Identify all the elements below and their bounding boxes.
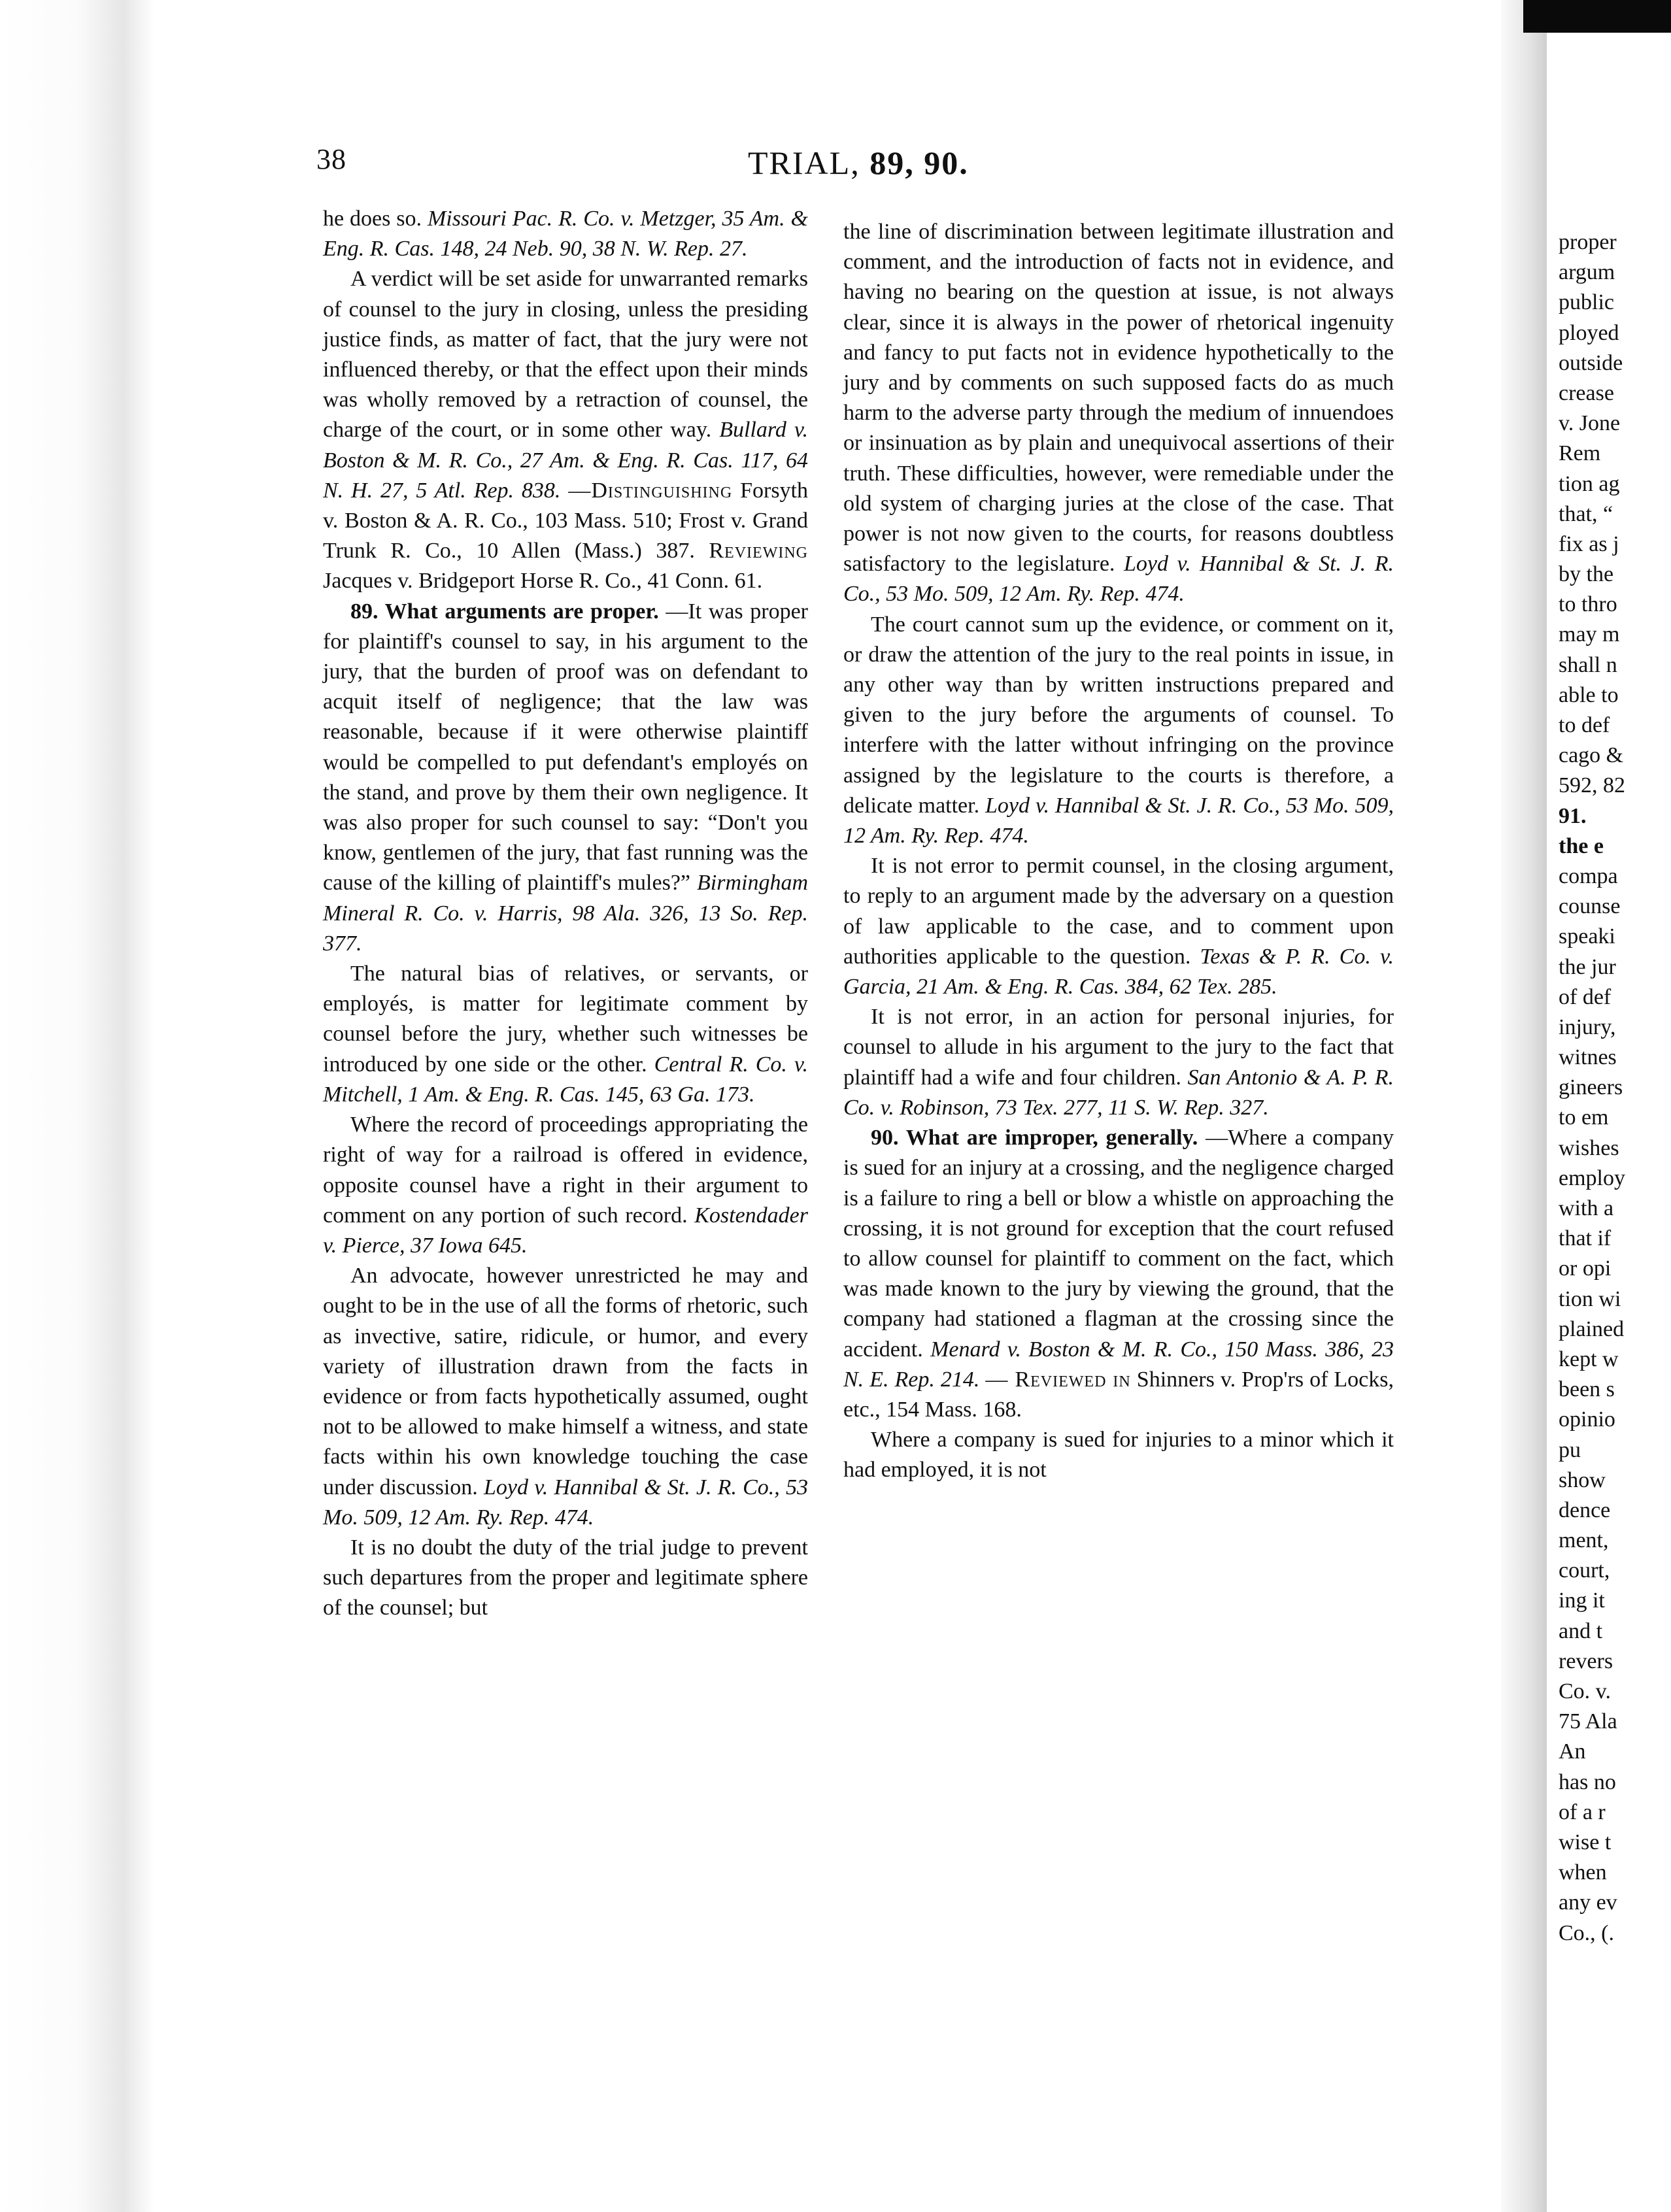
reviewed-label: — Reviewed in (985, 1367, 1131, 1392)
citation: Missouri Pac. R. Co. v. Metzger, 35 Am. & Eng. R. Cas. 148, 24 Neb. 90, 38 N. W. Rep. 27. (323, 207, 808, 261)
citation: Texas & P. R. Co. v. Garcia, 21 Am. & Eng. R. Cas. 384, 62 Tex. 285. (843, 944, 1394, 999)
fragment-line: to thro (1559, 592, 1617, 617)
fragment-line: gineers (1559, 1075, 1623, 1100)
fragment-line: speaki (1559, 924, 1615, 949)
paragraph: An advocate, however unrestricted he may and ought to be in the use of all the forms of rhetoric, such as invective, satire, ridicule, or humor, and every variety of illustration drawn from the facts in evidence or from facts hypothetically assumed, ought not to be allowed to make himself a witness, and state facts within his own knowledge touching the case under discussion. Loyd v. Hannibal & St. J. R. Co., 53 Mo. 509, 12 Am. Ry. Rep. 474. (323, 1264, 809, 1530)
running-head (748, 144, 969, 182)
citation: Central R. Co. v. Mitchell, 1 Am. & Eng. R. Cas. 145, 63 Ga. 173. (323, 1052, 808, 1107)
running-head-sections: 89, 90. (869, 144, 969, 181)
paragraph: the line of discrimination between legitimate illustration and comment, and the introduction of facts not in evidence, and having no bearing on the question at issue, is not always clear, since it is always in the power of rhetorical ingenuity and fancy to put facts not in evidence hypothetically to the jury and by comments on such supposed facts do as much harm to the adverse party through the medium of innuendoes or insinuation as by plain and unequivocal assertions of their truth. These difficulties, however, were remediable under the old system of charging juries at the close of the case. That power is not now given to the courts, for reasons doubtless satisfactory to the legislature. Loyd v. Hannibal & St. J. R. Co., 53 Mo. 509, 12 Am. Ry. Rep. 474. (843, 220, 1394, 607)
citation: Menard v. Boston & M. R. Co., 150 Mass. 386, 23 N. E. Rep. 214. (843, 1337, 1394, 1392)
fragment-line: wise t (1559, 1830, 1612, 1854)
fragment-line: able to (1559, 682, 1619, 707)
fragment-line: that, “ (1559, 501, 1613, 526)
fragment-line: outside (1559, 350, 1623, 375)
fragment-line: has no (1559, 1769, 1616, 1794)
paragraph: Where a company is sued for injuries to a minor which it had employed, it is not (843, 1428, 1394, 1483)
fragment-line: ment, (1559, 1528, 1609, 1553)
fragment-line: fix as j (1559, 531, 1619, 556)
fragment-line: tion wi (1559, 1286, 1621, 1311)
fragment-line: employ (1559, 1165, 1625, 1190)
fragment-line: when (1559, 1860, 1607, 1885)
fragment-line: injury, (1559, 1014, 1616, 1039)
paragraph: It is not error to permit counsel, in the closing argument, to reply to an argument made by the adversary on a question of law applicable to the case, and to comment upon authorities applicable to the question. Texas & P. R. Co. v. Garcia, 21 Am. & Eng. R. Cas. 384, 62 Tex. 285. (843, 854, 1394, 999)
fragment-line: Co., (. (1559, 1920, 1614, 1945)
fragment-line: and t (1559, 1618, 1603, 1643)
facing-page-cropped-column (1559, 227, 1671, 1949)
fragment-line: shall n (1559, 652, 1617, 677)
fragment-line: tion ag (1559, 471, 1620, 496)
fragment-line: by the (1559, 562, 1614, 587)
paragraph: The court cannot sum up the evidence, or comment on it, or draw the attention of the jury to the real points in issue, in any other way than by written instructions prepared and given to the jury before the arguments of counsel. To interfere with the latter without infringing on the province assigned by the legislature to the courts is therefore, a delicate matter. Loyd v. Hannibal & St. J. R. Co., 53 Mo. 509, 12 Am. Ry. Rep. 474. (843, 612, 1394, 848)
distinguishing-label: —Distinguishing (568, 478, 733, 503)
fragment-line: witnes (1559, 1045, 1617, 1070)
fragment-line: ing it (1559, 1588, 1605, 1613)
fragment-line: wishes (1559, 1135, 1619, 1160)
fragment-line: with a (1559, 1196, 1614, 1220)
paragraph: It is not error, in an action for personal injuries, for counsel to allude in his argument to the jury to the fact that plaintiff had a wife and four children. San Antonio & A. P. R. Co. v. Robinson, 73 Tex. 277, 11 S. W. Rep. 327. (843, 1005, 1394, 1120)
fragment-line: crease (1559, 380, 1614, 405)
middle-column (843, 217, 1394, 1486)
fragment-line: revers (1559, 1649, 1613, 1673)
running-head-title: TRIAL, (748, 144, 860, 181)
book-gutter-shadow (1501, 0, 1547, 2212)
fragment-line: court, (1559, 1558, 1610, 1583)
citation: Bullard v. Boston & M. R. Co., 27 Am. & Eng. R. Cas. 117, 64 N. H. 27, 5 Atl. Rep. 838. (323, 418, 808, 503)
citation: Loyd v. Hannibal & St. J. R. Co., 53 Mo. 509, 12 Am. Ry. Rep. 474. (843, 793, 1394, 848)
fragment-line: proper (1559, 230, 1617, 254)
fragment-line: been s (1559, 1377, 1615, 1402)
page-number: 38 (316, 143, 346, 175)
fragment-line: counse (1559, 894, 1621, 919)
fragment-line: any ev (1559, 1890, 1617, 1915)
fragment-line: cago & (1559, 743, 1624, 768)
left-column (323, 204, 808, 1624)
fragment-line: ployed (1559, 320, 1619, 345)
fragment-line: plained (1559, 1316, 1625, 1341)
citation: Birmingham Mineral R. Co. v. Harris, 98 Ala. 326, 13 So. Rep. 377. (323, 871, 808, 956)
scan-border (1523, 0, 1671, 33)
citation: Loyd v. Hannibal & St. J. R. Co., 53 Mo. 509, 12 Am. Ry. Rep. 474. (843, 552, 1394, 607)
fragment-line: compa (1559, 863, 1618, 888)
fragment-line: kept w (1559, 1347, 1619, 1371)
paragraph: A verdict will be set aside for unwarranted remarks of counsel to the jury in closing, unless the presiding justice finds, as matter of fact, that the jury were not influenced thereby, or that the effect upon their minds was wholly removed by a retraction of counsel, the charge of the court, or in some other way. Bullard v. Boston & M. R. Co., 27 Am. & Eng. R. Cas. 117, 64 N. H. 27, 5 Atl. Rep. 838. —Distinguishing Forsyth v. Boston & A. R. Co., 103 Mass. 510; Frost v. Grand Trunk R. Co., 10 Allen (Mass.) 387. Reviewing Jacques v. Bridgeport Horse R. Co., 41 Conn. 61. (323, 267, 809, 594)
fragment-line: opinio (1559, 1407, 1615, 1432)
fragment-line: argum (1559, 260, 1615, 285)
section-heading: 89. What arguments are proper. (350, 599, 659, 624)
section-90: 90. What are improper, generally. —Where a company is sued for an injury at a crossing, and the negligence charged is a failure to ring a bell or blow a whistle on approaching the crossing, it is not ground for exception that the court refused to allow counsel for plaintiff to comment on the fact, which was made known to the jury by viewing the ground, that the company had stationed a flagman at the crossing since the accident. Menard v. Boston & M. R. Co., 150 Mass. 386, 23 N. E. Rep. 214. — Reviewed in Shinners v. Prop'rs of Locks, etc., 154 Mass. 168. (843, 1126, 1394, 1422)
citation: Loyd v. Hannibal & St. J. R. Co., 53 Mo. 509, 12 Am. Ry. Rep. 474. (323, 1475, 809, 1530)
citation: Kostendader v. Pierce, 37 Iowa 645. (323, 1203, 809, 1258)
fragment-line: 592, 82 (1559, 773, 1625, 798)
fragment-line: Co. v. (1559, 1679, 1611, 1703)
fragment-line: dence (1559, 1498, 1611, 1522)
paragraph: The natural bias of relatives, or servants, or employés, is matter for legitimate comment by counsel before the jury, whether such witnesses be introduced by one side or the other. Central R. Co. v. Mitchell, 1 Am. & Eng. R. Cas. 145, 63 Ga. 173. (323, 962, 808, 1107)
reviewing-label: Reviewing (709, 539, 809, 563)
paragraph: he does so. Missouri Pac. R. Co. v. Metzger, 35 Am. & Eng. R. Cas. 148, 24 Neb. 90, 38 N. W. Rep. 27. (323, 207, 808, 261)
fragment-line: Rem (1559, 441, 1601, 466)
fragment-line: of def (1559, 984, 1612, 1009)
fragment-line: 91. (1559, 803, 1587, 828)
fragment-line: the jur (1559, 954, 1616, 979)
fragment-line: that if (1559, 1226, 1612, 1251)
fragment-line: pu (1559, 1437, 1581, 1462)
fragment-line: to def (1559, 713, 1610, 737)
paragraph: Where the record of proceedings appropriating the right of way for a railroad is offered in evidence, opposite counsel have a right in their argument to comment on any portion of such record. Kostendader v. Pierce, 37 Iowa 645. (323, 1113, 809, 1258)
fragment-line: show (1559, 1467, 1606, 1492)
section-89: 89. What arguments are proper. —It was proper for plaintiff's counsel to say, in his argument to the jury, that the burden of proof was on defendant to acquit itself of negligence; that the law was reasonable, because if it were otherwise plaintiff would be compelled to put defendant's employés on the stand, and prove by them their own negligence. It was also proper for such counsel to say: “Don't you know, gentlemen of the jury, that fast running was the cause of the killing of plaintiff's mules?” Birmingham Mineral R. Co. v. Harris, 98 Ala. 326, 13 So. Rep. 377. (323, 599, 808, 956)
fragment-line: to em (1559, 1105, 1609, 1130)
paragraph: It is no doubt the duty of the trial judge to prevent such departures from the proper and legitimate sphere of the counsel; but (323, 1535, 808, 1620)
fragment-line: An (1559, 1739, 1586, 1764)
section-heading: 90. What are improper, generally. (871, 1126, 1198, 1150)
fragment-line: the e (1559, 833, 1604, 858)
left-page-margin-shadow (0, 0, 154, 2212)
fragment-line: public (1559, 290, 1614, 315)
fragment-line: 75 Ala (1559, 1709, 1617, 1734)
fragment-line: may m (1559, 622, 1620, 647)
fragment-line: of a r (1559, 1800, 1606, 1824)
citation: San Antonio & A. P. R. Co. v. Robinson, 73 Tex. 277, 11 S. W. Rep. 327. (843, 1065, 1394, 1120)
fragment-line: v. Jone (1559, 411, 1621, 436)
fragment-line: or opi (1559, 1256, 1612, 1281)
